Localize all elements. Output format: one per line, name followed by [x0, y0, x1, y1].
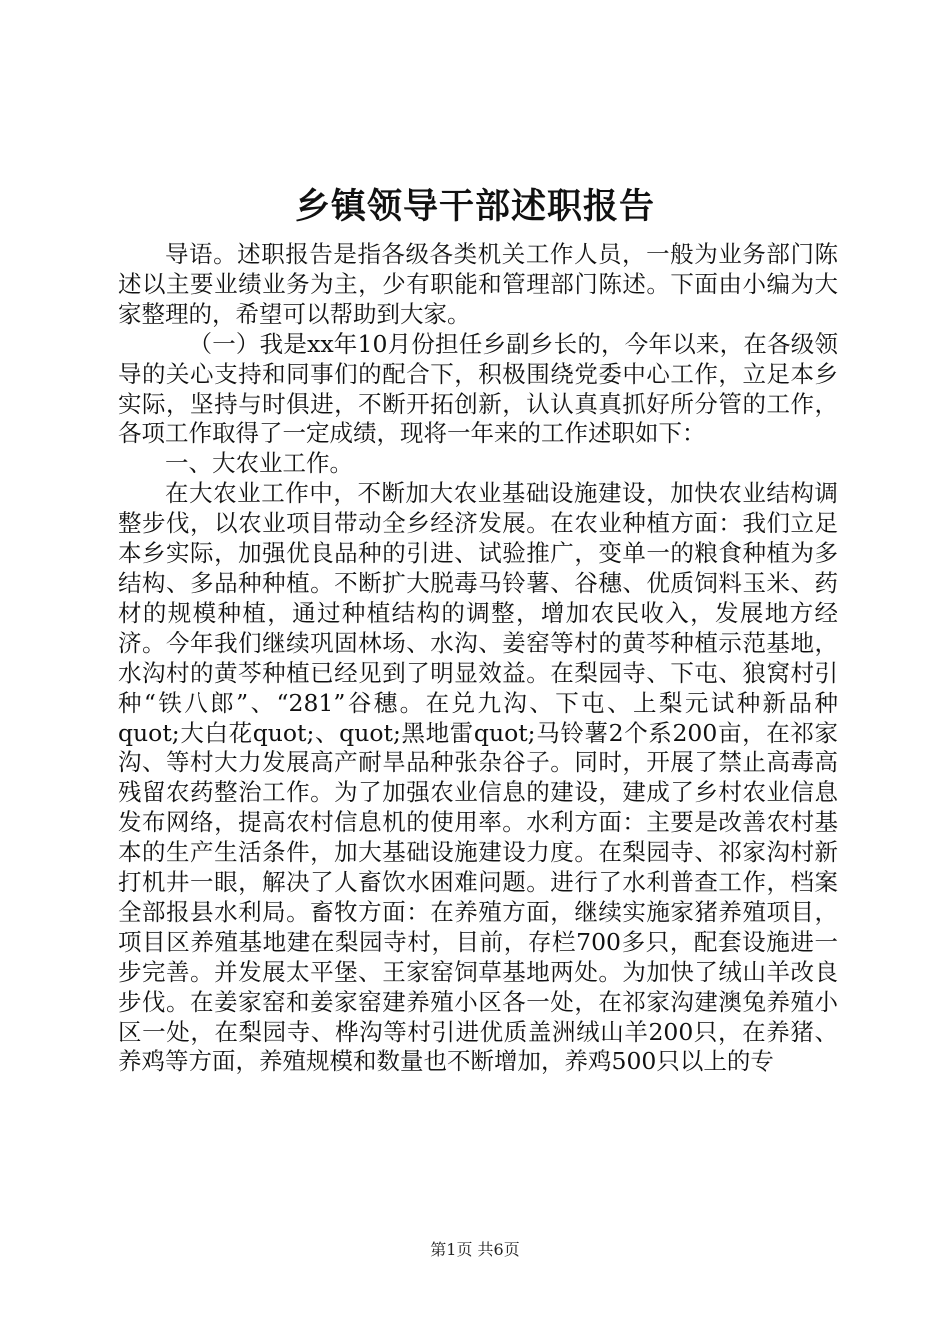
paragraph-intro: 导语。述职报告是指各级各类机关工作人员，一般为业务部门陈述以主要业绩业务为主，少有职能和管理部门陈述。下面由小编为大家整理的，希望可以帮助到大家。 [118, 240, 838, 328]
section-heading: 一、大农业工作。 [165, 449, 353, 478]
paragraph-opening: （一）我是xx年10月份担任乡副乡长的，今年以来，在各级领导的关心支持和同事们的配合下，积极围绕党委中心工作，立足本乡实际，坚持与时俱进，不断开拓创新，认认真真抓好所分管的工作，各项工作取得了一定成绩，现将一年来的工作述职如下： [118, 329, 838, 448]
document-body [118, 240, 838, 1077]
page-footer: 第1页 共6页 [430, 1240, 520, 1259]
paragraph-agriculture: 在大农业工作中，不断加大农业基础设施建设，加快农业结构调整步伐，以农业项目带动全乡经济发展。在农业种植方面：我们立足本乡实际，加强优良品种的引进、试验推广，变单一的粮食种植为多结构、多品种种植。不断扩大脱毒马铃薯、谷穗、优质饲料玉米、药材的规模种植，通过种植结构的调整，增加农民收入，发展地方经济。今年我们继续巩固林场、水沟、姜窑等村的黄芩种植示范基地，水沟村的黄芩种植已经见到了明显效益。在梨园寺、下屯、狼窝村引种“铁八郎”、“281”谷穗。在兑九沟、下屯、上梨元试种新品种 quot;大白花quot;、quot;黑地雷quot;马铃薯2个系200亩，在祁家沟、等村大力发展高产耐旱品种张杂谷子。同时，开展了禁止高毒高残留农药整治工作。为了加强农业信息的建设，建成了乡村农业信息发布网络，提高农村信息机的使用率。水利方面：主要是改善农村基本的生产生活条件，加大基础设施建设力度。在梨园寺、祁家沟村新打机井一眼，解决了人畜饮水困难问题。进行了水利普查工作，档案全部报县水利局。畜牧方面：在养殖方面，继续实施家猪养殖项目，项目区养殖基地建在梨园寺村，目前，存栏700多只，配套设施进一步完善。并发展太平堡、王家窑饲草基地两处。为加快了绒山羊改良步伐。在姜家窑和姜家窑建养殖小区各一处，在祁家沟建澳兔养殖小区一处，在梨园寺、桦沟等村引进优质盖洲绒山羊200只，在养猪、养鸡等方面，养殖规模和数量也不断增加，养鸡500只以上的专 [118, 479, 838, 1076]
page-title: 乡镇领导干部述职报告 [294, 186, 655, 227]
